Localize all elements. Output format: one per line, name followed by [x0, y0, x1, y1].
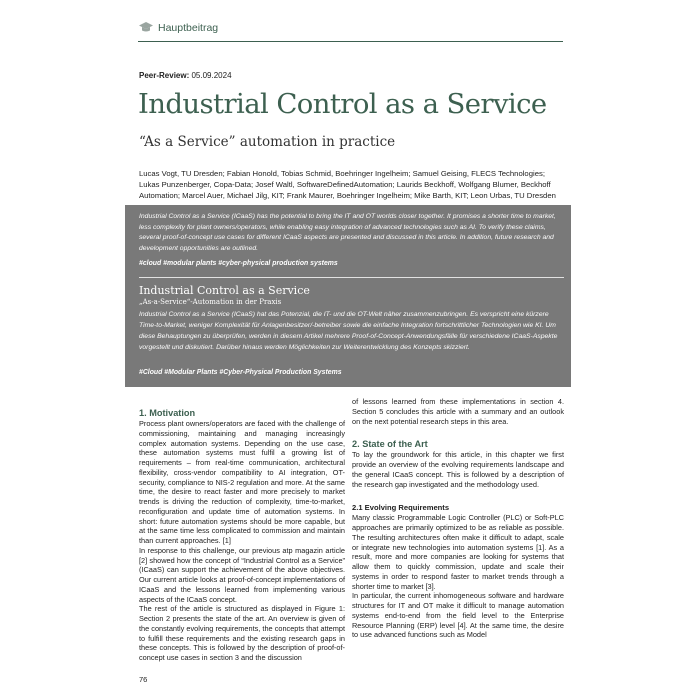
header-divider — [138, 41, 563, 42]
peer-review-date: 05.09.2024 — [191, 71, 232, 80]
body-column-left — [139, 408, 345, 663]
paragraph: of lessons learned from these implementations in section 4. Section 5 concludes this article with a summary and an outlook on the next potential research steps in this area. — [352, 397, 564, 426]
peer-review-label: Peer-Review: — [139, 71, 190, 80]
graduation-cap-icon — [139, 21, 153, 33]
paragraph: To lay the groundwork for this article, in this chapter we first provide an overview of the evolving requirements landscape and the general ICaaS concept. This is followed by a description of the research gap investigated and the methodology used. — [352, 450, 564, 489]
keywords-english: #cloud #modular plants #cyber-physical production systems — [139, 260, 338, 267]
article-title: Industrial Control as a Service — [138, 88, 547, 120]
heading-motivation: 1. Motivation — [139, 408, 196, 418]
paragraph: Process plant owners/operators are faced with the challenge of commissioning, maintaining and managing increasingly complex automation systems. Depending on the use case, these automation systems must fulfil a growing list of requirements – from real-time communication, architectural flexibility, cross-vendor compatibility to AI integration, OT-security, compliance to NIS-2 regulation and more. At the same time, the desire to react faster and more precisely to market trends is driving the reduction of complexity, time-to-market, reconfiguration and update time of automation systems. In short: future automation systems should be more capable, but at the same time less complicated to commission and maintain than current approaches. [1] — [139, 419, 345, 545]
section-label: Hauptbeitrag — [158, 22, 219, 34]
author-list: Lucas Vogt, TU Dresden; Fabian Honold, Tobias Schmid, Boehringer Ingelheim; Samuel Geising, FLECS Technologies; Lukas Punzenberger, Copa-Data; Josef Waltl, SoftwareDefinedAutomation; Laurids Beckhoff, Wolfgang Blumer, Beckhoff Automation; Marcel Auer, Michael Jilg, KIT; Frank Maurer, Boehringer Ingelheim; Mike Barth, KIT; Leon Urbas, TU Dresden — [139, 169, 556, 200]
german-subtitle: „As-a-Service“-Automation in der Praxis — [139, 298, 282, 306]
abstract-english: Industrial Control as a Service (ICaaS) has the potential to bring the IT and OT worlds closer together. It promises a shorter time to market, less complexity for plant owners/operators, while enabling easy integration of advanced technologies such as AI. To verify these claims, several proof-of-concept use cases for different ICaaS aspects are presented and discussed in this article. In addition, future research and development opportunities are outlined. — [139, 213, 556, 252]
abstract-divider — [139, 277, 564, 278]
peer-review-line — [139, 71, 232, 80]
heading-state-of-the-art: 2. State of the Art — [352, 439, 428, 450]
paragraph: In particular, the current inhomogeneous software and hardware structures for IT and OT make it difficult to manage automation systems end-to-end from the field level to the Enterprise Resource Planning (ERP) level [4]. At the same time, the desire to use advanced functions such as Model — [352, 591, 564, 640]
paragraph: Many classic Programmable Logic Controller (PLC) or Soft-PLC approaches are primarily optimized to be as reliable as possible. The resulting architectures often make it difficult to adapt, scale or integrate new technologies into automation systems [1]. As a result, more and more companies are looking for systems that allow them to quickly commission, update and scale their systems in order to respond faster to market trends through a shorter time to market [3]. — [352, 513, 564, 591]
paragraph: The rest of the article is structured as displayed in Figure 1: Section 2 presents the state of the art. An overview is given of the constantly evolving requirements, the concepts that attempt to fulfill these requirements and the existing research gaps in these concepts. This is followed by the description of proof-of-concept use cases in section 3 and the discussion — [139, 604, 345, 662]
paragraph: In response to this challenge, our previous atp magazin article [2] showed how the concept of “Industrial Control as a Service” (ICaaS) can support the achievement of the above objectives. Our current article looks at proof-of-concept implementations of ICaaS and the lessons learned from implementing various aspects of the ICaaS concept. — [139, 545, 345, 604]
abstract-german: Industrial Control as a Service (ICaaS) hat das Potenzial, die IT- und die OT-Welt näher zusammenzubringen. Es verspricht eine kürzere Time-to-Market, weniger Komplexität für Anlagenbesitzer/-betreiber sowie die einfache Integration fortschrittlicher Technologien wie KI. Um diese Behauptungen zu überprüfen, werden in diesem Artikel mehrere Proof-of-Concept-Anwendungsfälle für verschiedene ICaaS-Aspekte vorgestellt und diskutiert. Darüber hinaus werden Möglichkeiten zur Weiterentwicklung des Konzepts skizziert. — [139, 311, 558, 351]
body-column-right — [352, 397, 564, 640]
heading-evolving-requirements: 2.1 Evolving Requirements — [352, 503, 450, 513]
keywords-german: #Cloud #Modular Plants #Cyber-Physical Production Systems — [139, 369, 342, 376]
german-title: Industrial Control as a Service — [139, 284, 310, 297]
page-number: 76 — [139, 675, 148, 684]
article-subtitle: “As a Service” automation in practice — [139, 134, 396, 150]
